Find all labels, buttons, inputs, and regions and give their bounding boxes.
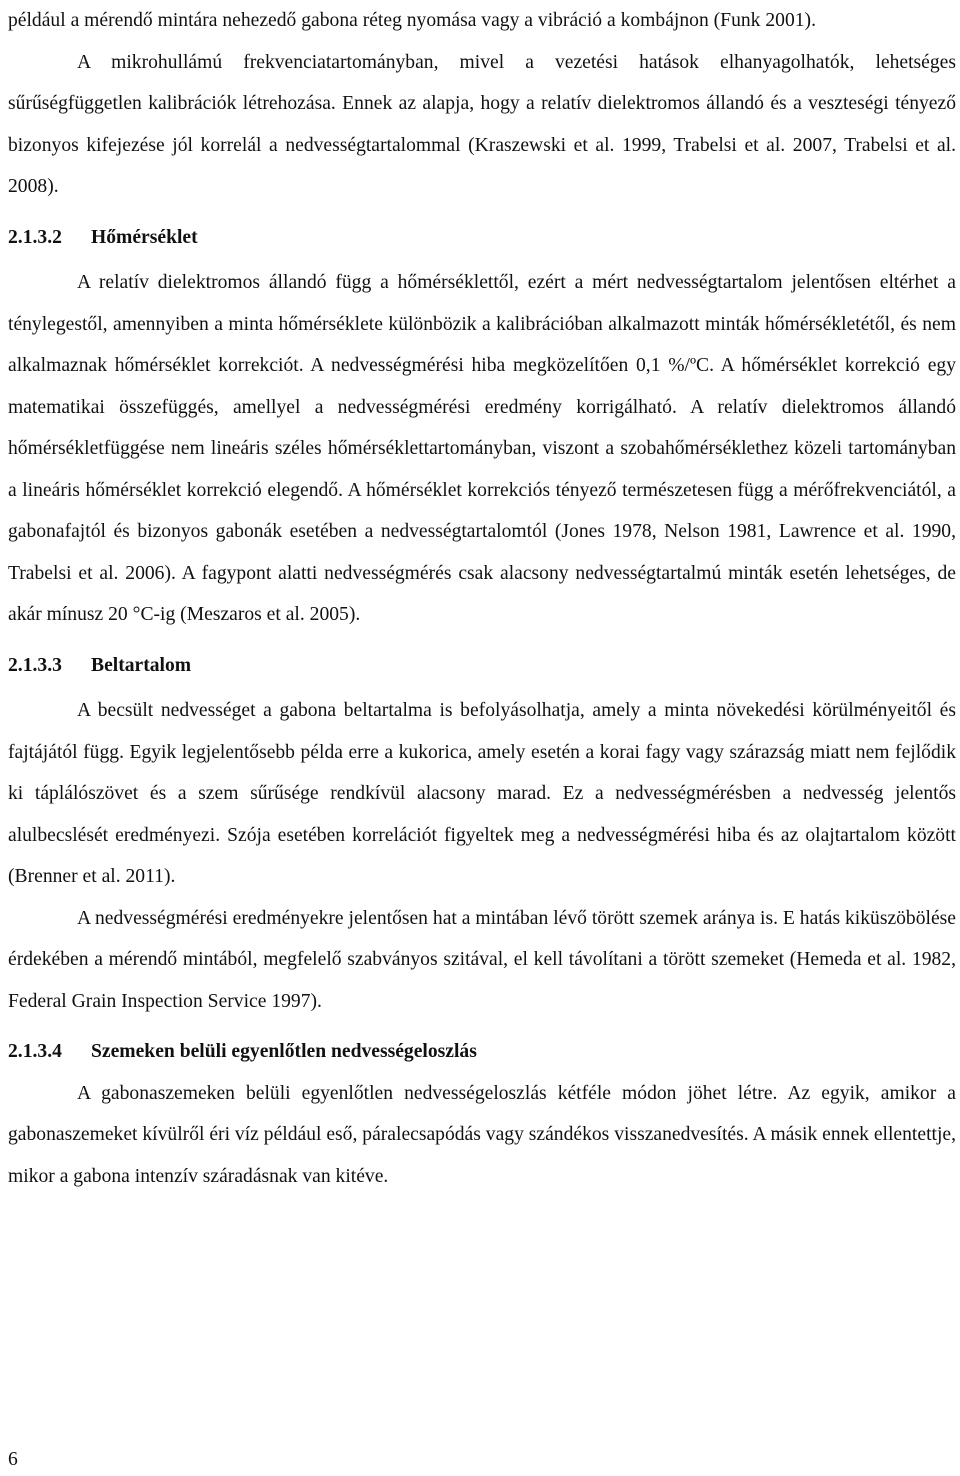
section-number: 2.1.3.3 — [8, 654, 62, 676]
section-paragraph: A gabonaszemeken belüli egyenlőtlen nedvességeloszlás kétféle módon jöhet létre. Az egyik, amikor a gabonaszemeket kívülről éri víz például eső, páralecsapódás vagy szándékos visszanedvesítés. A másik ennek ellentettje, mikor a gabona intenzív száradásnak van kitéve. — [8, 1082, 956, 1187]
section-paragraph: A becsült nedvességet a gabona beltartalma is befolyásolhatja, amely a minta növekedési körülményeitől és fajtájától függ. Egyik legjelentősebb példa erre a kukorica, amely esetén a korai fagy vagy szárazság miatt nem fejlődik ki táplálószövet és a szem sűrűsége rendkívül alacsony marad. Ez a nedvességmérésben a nedvesség jelentős alulbecslését eredményezi. Szója esetében korrelációt figyeltek meg a nedvességmérési hiba és az olajtartalom között (Brenner et al. 2011). — [8, 700, 956, 887]
intro-paragraph-1: például a mérendő mintára nehezedő gabona réteg nyomása vagy a vibráció a kombájnon (Funk 2001). — [8, 10, 816, 31]
section-heading-protein-content — [8, 645, 956, 687]
section-heading-temperature — [8, 217, 956, 259]
section-number: 2.1.3.4 — [8, 1041, 62, 1062]
section-number: 2.1.3.2 — [8, 226, 62, 248]
section-paragraph: A relatív dielektromos állandó függ a hőmérséklettől, ezért a mért nedvességtartalom jelentősen eltérhet a ténylegestől, amennyiben a minta hőmérséklete különbözik a kalibrációban alkalmazott minták hőmérsékletétől, és nem alkalmaznak hőmérséklet korrekciót. A nedvességmérési hiba megközelítően 0,1 %/ºC. A hőmérséklet korrekció egy matematikai összefüggés, amellyel a nedvességmérési eredmény korrigálható. A relatív dielektromos állandó hőmérsékletfüggése nem lineáris széles hőmérséklettartományban, viszont a szobahőmérséklethez közeli tartományban a lineáris hőmérséklet korrekció elegendő. A hőmérséklet korrekciós tényező természetesen függ a mérőfrekvenciától, a gabonafajtól és bizonyos gabonák esetében a nedvességtartalomtól (Jones 1978, Nelson 1981, Lawrence et al. 1990, Trabelsi et al. 2006). A fagypont alatti nedvességmérés csak alacsony nedvességtartalmú minták esetén lehetséges, de akár mínusz 20 °C-ig (Meszaros et al. 2005). — [8, 272, 956, 625]
section-paragraph: A nedvességmérési eredményekre jelentősen hat a mintában lévő törött szemek aránya is. E hatás kiküszöbölése érdekében a mérendő mintából, megfelelő szabványos szitával, el kell távolítani a törött szemeket (Hemeda et al. 1982, Federal Grain Inspection Service 1997). — [8, 907, 956, 1012]
spacer — [8, 1022, 956, 1031]
page-number: 6 — [8, 1449, 18, 1470]
section-title: Szemeken belüli egyenlőtlen nedvességeloszlás — [91, 1041, 477, 1062]
document-page — [8, 0, 956, 1197]
section-heading-moisture-distribution — [8, 1031, 956, 1073]
section-title: Hőmérséklet — [91, 226, 198, 248]
spacer — [8, 208, 956, 217]
intro-paragraph-2: A mikrohullámú frekvenciatartományban, mivel a vezetési hatások elhanyagolhatók, lehetséges sűrűségfüggetlen kalibrációk létrehozása. Ennek az alapja, hogy a relatív dielektromos állandó és a veszteségi tényező bizonyos kifejezése jól korrelál a nedvességtartalommal (Kraszewski et al. 1999, Trabelsi et al. 2007, Trabelsi et al. 2008). — [8, 51, 956, 197]
section-title: Beltartalom — [91, 654, 192, 676]
spacer — [8, 636, 956, 645]
